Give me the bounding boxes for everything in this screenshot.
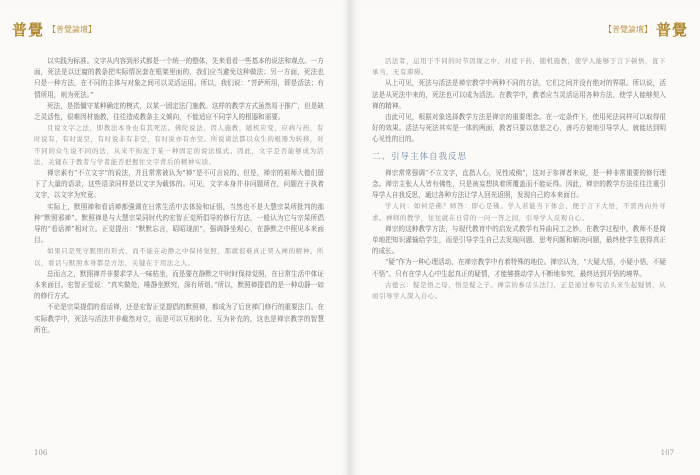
right-page <box>350 0 700 475</box>
right-page-body <box>372 56 666 302</box>
body-paragraph: 实际上，默照禅和看话禅都强调在日常生活中去体验和证悟，当然也不是大慧宗杲所批判的那种“默照邪禅”。默照禅是与大慧宗杲同时代的宏智正觉所倡导的修行方法，一般认为它与宗杲所倡导的“看话禅”相对立。正觉提出：“默默忘言，昭昭现前”，强调静坐观心，在静默之中照见本来面目。 <box>34 202 324 245</box>
left-page-body <box>34 56 324 336</box>
body-paragraph: 总而言之，默照禅并非要求学人一味枯坐，而是要在静默之中时时保持觉照，在日常生活中体证本来面目。宏智正觉说：“真实做处，唯静坐默究，深有所诣。”所以，默照禅提倡的是一种动静一如的修行方式。 <box>34 269 324 301</box>
quote-paragraph: 且说文字之法，即教法本身也有其死活。佛陀说法，因人施教，随机应变，应病与药，有时说有，有时说空，有时说非有非空，有时说亦有亦空。所说诸法都以众生的根器为转移，对不同的众生说不同的法，从来不拘泥于某一种固定的说法模式。因此，文字是否能够成为活法，关键在于教者与学者能否把握住文字背后的精神实质。 <box>34 124 324 166</box>
section-heading: 二、引导主体自我反思 <box>372 151 468 162</box>
body-paragraph: 由此可见，根据对象选择教学方法是禅宗的重要理念。在一定条件下，使用死法同样可以取得很好的效果。活法与死法其实是一体的两面，教者只要以慈悲之心，善巧方便地引导学人，就能达到明心见性的目的。 <box>372 113 666 144</box>
right-header <box>600 18 688 40</box>
quote-paragraph: 活法者，运用于不同的时节因缘之中，对症下药，随机施教，使学人能够于言下顿悟，直下承当，无有滞碍。 <box>372 57 666 77</box>
quote-paragraph: 如果只是死守默照的形式，而不能在动静之中保持觉照，那就很难真正契入禅的精神。所以，看话与默照本身都是方法，关键在于用法之人。 <box>34 247 324 267</box>
brand-logo: 普覺 <box>655 20 688 39</box>
section-tag: 【普覺論壇】 <box>603 24 652 34</box>
quote-paragraph: 学人问：如何是佛？师答：即心是佛。学人若能当下体会，便于言下大悟，不需再向外寻求。禅师的教学，往往就在日常的一问一答之间，引导学人反观自心。 <box>372 202 666 222</box>
quote-paragraph: 古德云：疑是悟之母，悟是疑之子。禅宗的参话头法门，正是通过参究话头来生起疑情，从而引导学人深入自心。 <box>372 280 666 301</box>
body-paragraph: 以实践为标准。文字从内容到形式都是一个统一的整体，先来看看一些基本的说法和观点。一方面，死法是以迂腐的教条把实际情况套在框架里面的，我们应当避免这种做法；另一方面，死法也只是一种方法，在不同的主体与对象之间可以灵活运用。所以，我们说：“菩萨所用，即是活法；有情所用，则为死法。” <box>34 57 324 99</box>
body-paragraph: 死法，是指僵守某种确定的模式，以某一固定法门施教。这样的教学方式虽然易于推广，但是缺乏灵活性，很难因材施教，往往造成教条主义倾向，不能适应不同学人的根器和需要。 <box>34 101 324 122</box>
body-paragraph: “疑”作为一种心理活动，在禅宗教学中有着特殊的地位。禅宗认为，“大疑大悟，小疑小悟，不疑不悟”。只有在学人心中生起真正的疑情，才能够推动学人不断地参究，最终达到开悟的境界。 <box>372 258 666 278</box>
body-paragraph: 禅宗的这种教学方法，与现代教育中的启发式教学有异曲同工之妙。在教学过程中，教师不是简单地把知识灌输给学生，而是引导学生自己去发现问题、思考问题和解决问题，最终使学生获得真正的成长。 <box>372 224 666 256</box>
left-header <box>12 18 100 40</box>
body-paragraph: 禅宗常常强调“不立文字，直指人心，见性成佛”，这对于参禅者来说，是一种非常重要的修行理念。禅宗主张人人皆有佛性，只是被妄想执着所覆盖而不能证得。因此，禅宗的教学方法往往注重引导学人自我反思，通过各种方法让学人回光返照，发现自己的本来面目。 <box>372 168 666 200</box>
page-number: 107 <box>660 449 674 457</box>
brand-logo: 普覺 <box>12 20 45 39</box>
body-paragraph: 从上可见，死法与活法是禅宗教学中两种不同的方法，它们之间并没有绝对的界限。所以说，活法是从死法中来的，死法也可以成为活法。在教学中，教者应当灵活运用各种方法，使学人能够契入禅的精神。 <box>372 79 666 110</box>
body-paragraph: 禅宗素有“不立文字”的说法，并且常常被认为“禅”是不可言说的。但是，禅宗的祖师大德们留下了大量的语录，这些语录同样是以文字为载体的。可见，文字本身并非问题所在，问题在于执着文字，以文字为究竟。 <box>34 169 324 200</box>
body-paragraph: 不论是宗杲提倡的看话禅，还是宏智正觉提倡的默照禅，都成为了后世禅门修行的重要法门。在实际教学中，死法与活法并非截然对立，而是可以互相转化、互为补充的，这也是禅宗教学的智慧所在。 <box>34 303 324 334</box>
page-number: 106 <box>34 449 48 457</box>
section-tag: 【普覺論壇】 <box>48 24 97 34</box>
